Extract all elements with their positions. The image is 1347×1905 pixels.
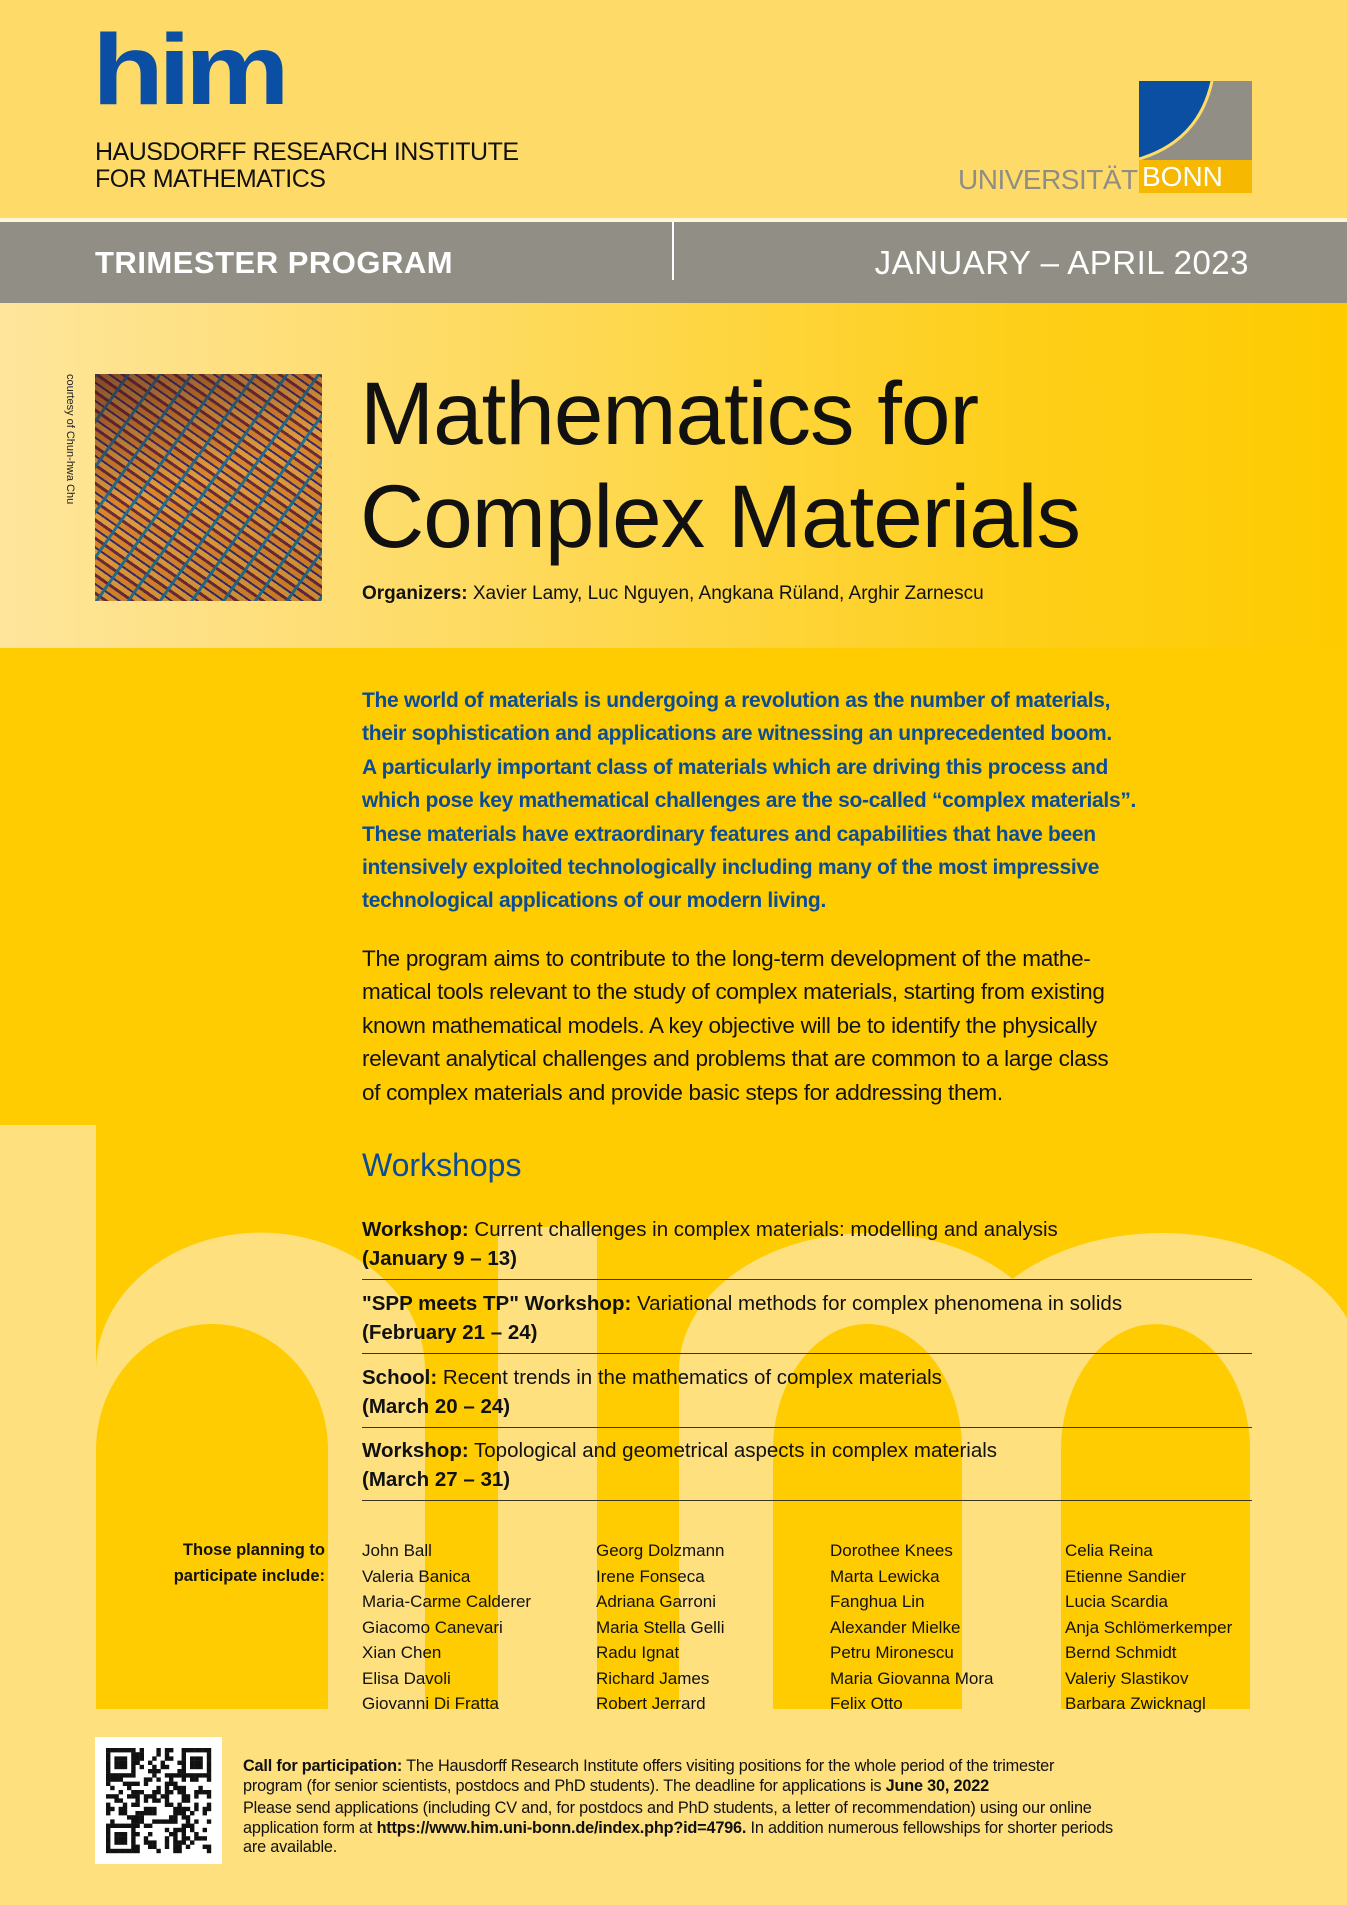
text-line: known mathematical models. A key objective will be to identify the physically: [362, 1012, 1097, 1038]
him-logo: him: [92, 14, 284, 127]
text-line: matical tools relevant to the study of complex materials, starting from existing: [362, 979, 1105, 1005]
participant-name: Valeriy Slastikov: [1065, 1668, 1189, 1688]
participant-name: Barbara Zwicknagl: [1065, 1694, 1206, 1713]
workshop-item: [362, 1428, 1252, 1501]
participant-name: Marta Lewicka: [830, 1566, 940, 1586]
participants-column: [362, 1538, 531, 1717]
label-line: participate include:: [173, 1566, 325, 1585]
participant-name: Petru Mironescu: [830, 1643, 954, 1662]
image-credit: courtesy of Chun-hwa Chu: [64, 374, 76, 505]
workshop-type: Workshop:: [362, 1218, 469, 1241]
workshop-type: "SPP meets TP" Workshop:: [362, 1292, 632, 1315]
text-line: The world of materials is undergoing a revolution as the number of materials,: [362, 689, 1111, 712]
participant-name: Lucia Scardia: [1065, 1592, 1169, 1611]
workshop-title: Current challenges in complex materials: modelling and analysis: [474, 1218, 1058, 1241]
participant-name: Bernd Schmidt: [1065, 1643, 1177, 1662]
participants-column: [596, 1538, 725, 1717]
workshop-type: Workshop:: [362, 1439, 469, 1462]
participant-name: Richard James: [596, 1668, 710, 1688]
call-label: Call for participation:: [243, 1757, 403, 1775]
program-dates: JANUARY – APRIL 2023: [874, 244, 1249, 281]
participant-name: Etienne Sandier: [1065, 1566, 1186, 1586]
intro-paragraph: [362, 684, 1136, 918]
university-name: UNIVERSITÄT: [958, 164, 1138, 195]
participants-label: [150, 1538, 325, 1589]
organizers-label: Organizers:: [362, 583, 468, 604]
text-line: their sophistication and applications are witnessing an unprecedented boom.: [362, 722, 1112, 746]
text-line: relevant analytical challenges and problems that are common to a large class: [362, 1046, 1109, 1072]
participant-name: Georg Dolzmann: [596, 1541, 725, 1560]
text-line: Please send applications (including CV and, for postdocs and PhD students, a letter of recommendation) using our online: [243, 1799, 1092, 1817]
call-for-participation: [243, 1757, 1113, 1861]
text-line: The Hausdorff Research Institute offers visiting positions for the whole period of the trimester: [406, 1757, 1055, 1775]
participant-name: Xian Chen: [362, 1643, 442, 1662]
text-line: The program aims to contribute to the long-term development of the mathe-: [362, 946, 1091, 971]
participant-name: Elisa Davoli: [362, 1668, 451, 1688]
participant-name: Giacomo Canevari: [362, 1617, 503, 1637]
institute-name-line1: HAUSDORFF RESEARCH INSTITUTE: [95, 138, 519, 166]
participant-name: Maria Stella Gelli: [596, 1617, 725, 1637]
workshops-heading: Workshops: [362, 1147, 522, 1183]
participant-name: Dorothee Knees: [830, 1541, 953, 1560]
institute-name-line2: FOR MATHEMATICS: [95, 165, 326, 193]
text-line: of complex materials and provide basic steps for addressing them.: [362, 1079, 1003, 1105]
workshop-dates: (January 9 – 13): [362, 1247, 517, 1270]
workshop-dates: (March 20 – 24): [362, 1395, 511, 1418]
workshop-title: Topological and geometrical aspects in complex materials: [474, 1439, 998, 1462]
title-line: Mathematics for: [360, 363, 979, 463]
participant-name: Giovanni Di Fratta: [362, 1694, 499, 1713]
workshop-title: Recent trends in the mathematics of complex materials: [442, 1366, 942, 1389]
participant-name: Celia Reina: [1065, 1541, 1153, 1560]
participant-name: Adriana Garroni: [596, 1592, 717, 1611]
university-bonn-label: BONN: [1139, 160, 1252, 193]
participant-name: Irene Fonseca: [596, 1566, 705, 1586]
participants-column: [830, 1538, 993, 1717]
participant-name: John Ball: [362, 1541, 432, 1560]
organizers: [362, 583, 984, 605]
participant-name: Alexander Mielke: [830, 1617, 961, 1637]
label-line: Those planning to: [182, 1541, 325, 1559]
title-line: Complex Materials: [360, 466, 1080, 566]
participant-name: Anja Schlömerkemper: [1065, 1617, 1233, 1637]
participant-name: Robert Jerrard: [596, 1694, 706, 1713]
participant-name: Radu Ignat: [596, 1643, 680, 1662]
text-line: program (for senior scientists, postdocs and PhD students). The deadline for applications is: [243, 1776, 882, 1795]
text-line: A particularly important class of materials which are driving this process and: [362, 755, 1109, 779]
text-line: These materials have extraordinary features and capabilities that have been: [362, 822, 1096, 846]
text-line: intensively exploited technologically including many of the most impressive: [362, 856, 1100, 880]
workshop-type: School:: [362, 1366, 438, 1389]
program-description: [362, 942, 1108, 1109]
banner-divider: [672, 222, 674, 280]
participant-name: Fanghua Lin: [830, 1592, 925, 1611]
page-title: [360, 362, 1080, 568]
complex-material-image: [95, 374, 322, 601]
workshop-item: [362, 1207, 1252, 1280]
workshop-item: [362, 1355, 1252, 1428]
deadline: June 30, 2022: [885, 1776, 989, 1795]
workshop-dates: (March 27 – 31): [362, 1468, 511, 1491]
text-line: technological applications of our modern living.: [362, 889, 826, 913]
participant-name: Valeria Banica: [362, 1566, 471, 1586]
participant-name: Felix Otto: [830, 1694, 903, 1713]
qr-code-icon[interactable]: [95, 1737, 222, 1864]
participant-name: Maria Giovanna Mora: [830, 1668, 994, 1688]
text-line: which pose key mathematical challenges are the so-called “complex materials”.: [362, 789, 1137, 813]
program-type: TRIMESTER PROGRAM: [95, 245, 454, 280]
organizers-names: Xavier Lamy, Luc Nguyen, Angkana Rüland, Arghir Zarnescu: [472, 583, 984, 604]
participant-name: Maria-Carme Calderer: [362, 1592, 532, 1611]
application-link[interactable]: https://www.him.uni-bonn.de/index.php?id=4796.: [376, 1818, 747, 1837]
text-line: are available.: [243, 1838, 338, 1856]
text-line: application form at: [243, 1818, 373, 1837]
workshop-item: [362, 1281, 1252, 1354]
workshop-title: Variational methods for complex phenomena in solids: [637, 1292, 1123, 1315]
text-line: In addition numerous fellowships for shorter periods: [750, 1818, 1114, 1837]
participants-column: [1065, 1538, 1232, 1717]
workshop-dates: (February 21 – 24): [362, 1321, 538, 1344]
